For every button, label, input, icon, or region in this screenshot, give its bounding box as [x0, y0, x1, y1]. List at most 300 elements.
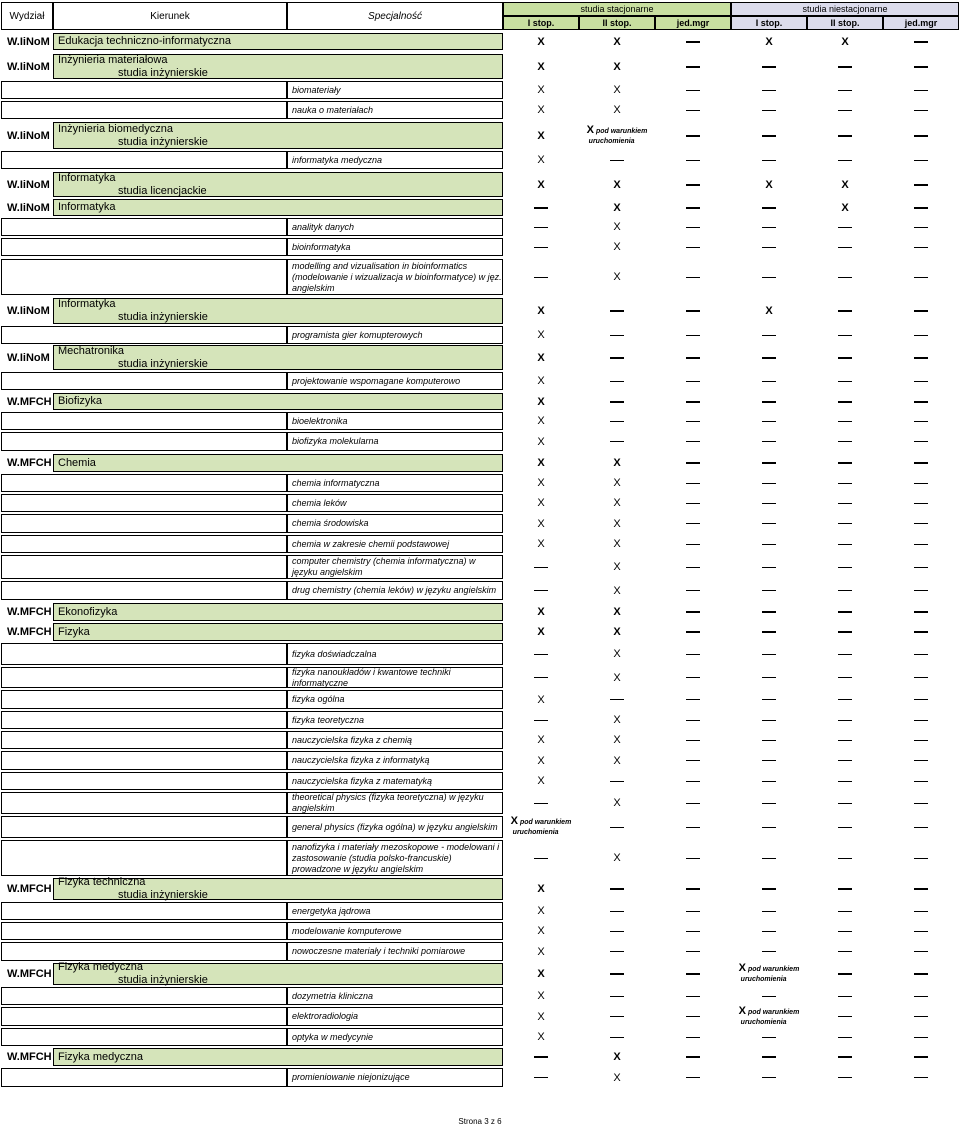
dash-mark — [534, 227, 548, 228]
mark-none — [807, 493, 883, 513]
specialization — [287, 474, 503, 492]
dash-mark — [686, 381, 700, 382]
mark-x: X — [537, 60, 545, 73]
dash-mark — [762, 654, 776, 655]
mark-none — [807, 642, 883, 666]
mark-none — [883, 150, 959, 170]
dash-mark — [838, 483, 852, 484]
empty-cell — [1, 772, 287, 790]
mark-x: X — [537, 883, 545, 895]
mark-none — [883, 171, 959, 198]
mark-none — [883, 80, 959, 100]
dash-mark — [610, 1016, 624, 1017]
mark-none — [655, 791, 731, 815]
mark-none — [655, 1006, 731, 1027]
mark-none — [655, 534, 731, 554]
mark-none — [655, 554, 731, 580]
empty-cell — [1, 535, 287, 553]
mark-none — [883, 325, 959, 345]
mark-x: X — [613, 671, 621, 684]
empty-cell — [1, 731, 287, 749]
mark-none — [655, 666, 731, 689]
mark-none — [579, 392, 655, 411]
mark-none — [883, 53, 959, 80]
mark-none — [655, 962, 731, 986]
dash-mark — [686, 335, 700, 336]
specialization-name: chemia w zakresie chemii podstawowej — [292, 538, 450, 549]
specialization — [287, 792, 503, 814]
dash-mark — [610, 996, 624, 997]
mark-none — [807, 580, 883, 601]
dash-mark — [914, 247, 928, 248]
field-name: Fizyka — [58, 625, 90, 638]
dash-mark — [838, 803, 852, 804]
specialization-name: computer chemistry (chemia informatyczna) w języku angielskim — [292, 556, 476, 577]
dash-mark — [914, 888, 928, 890]
mark-none — [883, 771, 959, 791]
mark-none — [731, 791, 807, 815]
dash-mark — [534, 1056, 548, 1058]
mark-x: X — [613, 561, 621, 573]
mark-none — [807, 1006, 883, 1027]
empty-cell — [1, 326, 287, 344]
dash-mark — [914, 66, 928, 68]
mark-none — [503, 839, 579, 877]
mark-none — [731, 986, 807, 1006]
mark-none — [731, 534, 807, 554]
dash-mark — [762, 207, 776, 209]
empty-cell — [1, 101, 287, 119]
dash-mark — [762, 401, 776, 403]
mark-none — [655, 121, 731, 150]
mark-none — [883, 962, 959, 986]
dash-mark — [686, 441, 700, 442]
dash-mark — [838, 888, 852, 890]
field-name: Fizyka techniczna — [58, 876, 146, 888]
dash-mark — [686, 654, 700, 655]
specialization — [287, 667, 503, 688]
mark-none — [655, 53, 731, 80]
mark-none — [883, 1006, 959, 1027]
field-name: Chemia — [58, 456, 96, 469]
specialization — [287, 751, 503, 770]
dash-mark — [534, 207, 548, 209]
specialization — [287, 259, 503, 295]
field-of-study — [53, 1048, 503, 1066]
dash-mark — [914, 160, 928, 161]
empty-cell — [1, 1007, 287, 1026]
mark-x: X — [537, 84, 545, 96]
dash-mark — [762, 699, 776, 700]
mark-none — [731, 901, 807, 921]
col-header-kierunek: Kierunek — [53, 2, 287, 30]
mark-x: X — [613, 517, 621, 530]
field-of-study — [53, 345, 503, 370]
dash-mark — [762, 911, 776, 912]
dash-mark — [686, 631, 700, 633]
dash-mark — [838, 227, 852, 228]
specialization — [287, 412, 503, 430]
specialization — [287, 535, 503, 553]
dash-mark — [686, 247, 700, 248]
mark-x: X — [537, 415, 545, 427]
dash-mark — [762, 503, 776, 504]
mark-none — [579, 771, 655, 791]
empty-cell — [1, 474, 287, 492]
empty-cell — [1, 259, 287, 295]
mark-none — [883, 622, 959, 642]
dash-mark — [914, 760, 928, 761]
mark-none — [503, 237, 579, 257]
mark-x: X — [765, 35, 773, 48]
field-of-study — [53, 454, 503, 472]
mark-none — [807, 602, 883, 622]
empty-cell — [1, 711, 287, 729]
dash-mark — [838, 760, 852, 761]
mark-none — [503, 258, 579, 296]
mark-none — [655, 750, 731, 771]
field-of-study — [53, 603, 503, 621]
mark-none — [655, 258, 731, 296]
mark-none — [579, 297, 655, 325]
faculty-code: W.IiNoM — [7, 351, 50, 364]
mark-none — [731, 237, 807, 257]
dash-mark — [534, 567, 548, 568]
dash-mark — [686, 110, 700, 111]
specialization — [287, 987, 503, 1005]
dash-mark — [762, 611, 776, 613]
mark-none — [807, 150, 883, 170]
mark-none — [883, 791, 959, 815]
dash-mark — [534, 1077, 548, 1078]
faculty-cell — [1, 171, 53, 198]
dash-mark — [838, 699, 852, 700]
dash-mark — [686, 160, 700, 161]
dash-mark — [838, 335, 852, 336]
dash-mark — [686, 888, 700, 890]
mark-x: X — [613, 714, 621, 726]
mark-none — [883, 237, 959, 257]
dash-mark — [838, 544, 852, 545]
mark-none — [807, 411, 883, 431]
dash-mark — [534, 720, 548, 721]
mark-none — [807, 513, 883, 534]
field-name: Inżynieria materiałowa — [58, 53, 168, 66]
mark-none — [503, 710, 579, 730]
dash-mark — [534, 803, 548, 804]
mark-none — [503, 580, 579, 601]
faculty-code: W.MFCH — [7, 626, 52, 638]
mark-none — [579, 941, 655, 962]
mark-none — [883, 344, 959, 371]
dash-mark — [762, 858, 776, 859]
dash-mark — [534, 654, 548, 655]
dash-mark — [686, 996, 700, 997]
mark-none — [883, 297, 959, 325]
mark-none — [883, 371, 959, 391]
dash-mark — [838, 401, 852, 403]
mark-none — [579, 431, 655, 452]
dash-mark — [762, 160, 776, 161]
mark-x: X — [537, 775, 545, 787]
dash-mark — [838, 1016, 852, 1017]
mark-none — [655, 217, 731, 237]
field-name: Mechatronika — [58, 344, 125, 357]
dash-mark — [914, 1077, 928, 1078]
group-header-stacjonarne: studia stacjonarne — [503, 2, 731, 16]
mark-none — [807, 750, 883, 771]
mark-x: X — [537, 945, 545, 958]
mark-none — [655, 642, 731, 666]
dash-mark — [686, 931, 700, 932]
dash-mark — [762, 951, 776, 952]
mark-none — [731, 121, 807, 150]
mark-x: X — [613, 178, 621, 191]
mark-x: X — [537, 477, 545, 489]
dash-mark — [914, 740, 928, 741]
dash-mark — [762, 462, 776, 464]
dash-mark — [762, 781, 776, 782]
dash-mark — [686, 462, 700, 464]
specialization — [287, 1068, 503, 1087]
specialization-name: biomateriały — [292, 84, 341, 95]
mark-none — [579, 986, 655, 1006]
mark-x: X — [537, 497, 545, 509]
dash-mark — [686, 951, 700, 952]
mark-none — [883, 602, 959, 622]
dash-mark — [914, 184, 928, 186]
specialization — [287, 218, 503, 236]
mark-none — [807, 473, 883, 493]
mark-none — [579, 1006, 655, 1027]
specialization — [287, 731, 503, 749]
dash-mark — [914, 462, 928, 464]
mark-none — [655, 344, 731, 371]
dash-mark — [686, 483, 700, 484]
mark-none — [731, 258, 807, 296]
faculty-cell — [1, 32, 53, 51]
dash-mark — [838, 911, 852, 912]
mark-x: X — [613, 1071, 621, 1084]
dash-mark — [686, 503, 700, 504]
mark-conditional — [731, 962, 807, 986]
faculty-cell — [1, 962, 53, 986]
faculty-code: W.MFCH — [7, 968, 52, 980]
mark-none — [807, 921, 883, 941]
dash-mark — [762, 1077, 776, 1078]
faculty-code: W.IiNoM — [7, 129, 50, 142]
dash-mark — [838, 277, 852, 278]
mark-none — [883, 1067, 959, 1088]
conditional-x: X — [738, 962, 747, 974]
mark-none — [655, 921, 731, 941]
mark-x: X — [537, 154, 545, 166]
mark-none — [579, 344, 655, 371]
faculty-cell — [1, 1047, 53, 1067]
mark-none — [731, 371, 807, 391]
mark-x: X — [537, 305, 545, 317]
mark-none — [655, 815, 731, 839]
mark-none — [807, 839, 883, 877]
dash-mark — [838, 654, 852, 655]
mark-none — [655, 1047, 731, 1067]
mark-none — [731, 666, 807, 689]
field-subtitle: studia inżynierskie — [118, 357, 208, 370]
mark-none — [807, 771, 883, 791]
mark-none — [579, 877, 655, 901]
level-header: I stop. — [503, 16, 579, 30]
mark-none — [807, 1027, 883, 1047]
mark-none — [807, 730, 883, 750]
mark-x: X — [841, 201, 849, 214]
dash-mark — [762, 827, 776, 828]
mark-none — [807, 901, 883, 921]
mark-none — [731, 580, 807, 601]
mark-none — [883, 411, 959, 431]
mark-x: X — [613, 754, 621, 767]
dash-mark — [762, 441, 776, 442]
specialization — [287, 514, 503, 533]
dash-mark — [914, 421, 928, 422]
mark-x: X — [613, 84, 621, 96]
dash-mark — [534, 277, 548, 278]
dash-mark — [838, 781, 852, 782]
dash-mark — [838, 421, 852, 422]
specialization-name: drug chemistry (chemia leków) w języku angielskim — [292, 585, 497, 595]
dash-mark — [610, 310, 624, 312]
dash-mark — [762, 135, 776, 137]
dash-mark — [914, 858, 928, 859]
dash-mark — [838, 310, 852, 312]
field-of-study — [53, 623, 503, 641]
mark-x: X — [537, 329, 545, 341]
mark-x: X — [537, 968, 545, 980]
mark-none — [655, 689, 731, 710]
mark-none — [883, 392, 959, 411]
field-of-study — [53, 298, 503, 324]
specialization — [287, 840, 503, 876]
mark-none — [731, 493, 807, 513]
field-of-study — [53, 54, 503, 79]
empty-cell — [1, 555, 287, 579]
specialization-name: chemia środowiska — [292, 518, 369, 528]
field-of-study — [53, 878, 503, 900]
mark-x: X — [537, 517, 545, 530]
field-of-study — [53, 393, 503, 410]
mark-none — [731, 198, 807, 217]
empty-cell — [1, 792, 287, 814]
specialization — [287, 902, 503, 920]
conditional-text: uruchomienia — [512, 829, 559, 836]
field-name: Edukacja techniczno-informatyczna — [58, 35, 232, 47]
dash-mark — [610, 160, 624, 161]
mark-x: X — [537, 990, 545, 1002]
dash-mark — [762, 523, 776, 524]
dash-mark — [610, 381, 624, 382]
dash-mark — [610, 827, 624, 828]
mark-none — [731, 217, 807, 237]
mark-x: X — [613, 201, 621, 214]
dash-mark — [610, 421, 624, 422]
dash-mark — [838, 720, 852, 721]
mark-none — [655, 371, 731, 391]
specialization-name: fizyka teoretyczna — [292, 714, 365, 725]
mark-none — [655, 1067, 731, 1088]
mark-x: X — [537, 905, 545, 917]
level-header: jed.mgr — [883, 16, 959, 30]
dash-mark — [914, 631, 928, 633]
mark-x: X — [537, 395, 545, 408]
dash-mark — [762, 357, 776, 359]
dash-mark — [914, 803, 928, 804]
faculty-code: W.MFCH — [7, 1051, 52, 1063]
empty-cell — [1, 751, 287, 770]
dash-mark — [686, 310, 700, 312]
mark-none — [655, 392, 731, 411]
mark-none — [655, 493, 731, 513]
field-name: Biofizyka — [58, 395, 103, 407]
dash-mark — [686, 66, 700, 68]
mark-none — [731, 453, 807, 473]
mark-x: X — [613, 734, 621, 746]
mark-none — [731, 473, 807, 493]
mark-none — [883, 1047, 959, 1067]
dash-mark — [838, 1077, 852, 1078]
specialization-name: promieniowanie niejonizujące — [292, 1072, 410, 1082]
dash-mark — [610, 1037, 624, 1038]
dash-mark — [838, 631, 852, 633]
mark-x: X — [613, 497, 621, 509]
dash-mark — [838, 590, 852, 591]
dash-mark — [534, 590, 548, 591]
mark-none — [883, 580, 959, 601]
specialization-name: nauczycielska fizyka z chemią — [292, 734, 413, 745]
field-subtitle: studia inżynierskie — [118, 311, 208, 323]
mark-none — [883, 941, 959, 962]
dash-mark — [610, 888, 624, 890]
dash-mark — [762, 110, 776, 111]
dash-mark — [838, 827, 852, 828]
mark-none — [731, 411, 807, 431]
dash-mark — [686, 911, 700, 912]
dash-mark — [762, 631, 776, 633]
conditional-x: X — [738, 1004, 747, 1017]
mark-none — [883, 921, 959, 941]
specialization-name: nanofizyka i materiały mezoskopowe - modelowani i zastosowanie (studia polsko-francuskie) prowadzone w języku angielskim — [292, 841, 500, 874]
page-footer: Strona 3 z 6 — [458, 1117, 502, 1126]
mark-x: X — [613, 1051, 621, 1063]
dash-mark — [762, 590, 776, 591]
mark-none — [655, 1027, 731, 1047]
mark-none — [807, 297, 883, 325]
faculty-cell — [1, 297, 53, 325]
specialization — [287, 555, 503, 579]
mark-none — [655, 198, 731, 217]
mark-none — [807, 371, 883, 391]
dash-mark — [686, 677, 700, 678]
mark-none — [883, 554, 959, 580]
specialization-name: general physics (fizyka ogólna) w języku angielskim — [292, 821, 498, 832]
mark-none — [807, 986, 883, 1006]
mark-none — [655, 32, 731, 51]
mark-x: X — [537, 375, 545, 387]
mark-none — [807, 962, 883, 986]
dash-mark — [686, 699, 700, 700]
dash-mark — [762, 567, 776, 568]
dash-mark — [686, 523, 700, 524]
conditional-text: uruchomienia — [588, 137, 635, 145]
mark-none — [883, 217, 959, 237]
